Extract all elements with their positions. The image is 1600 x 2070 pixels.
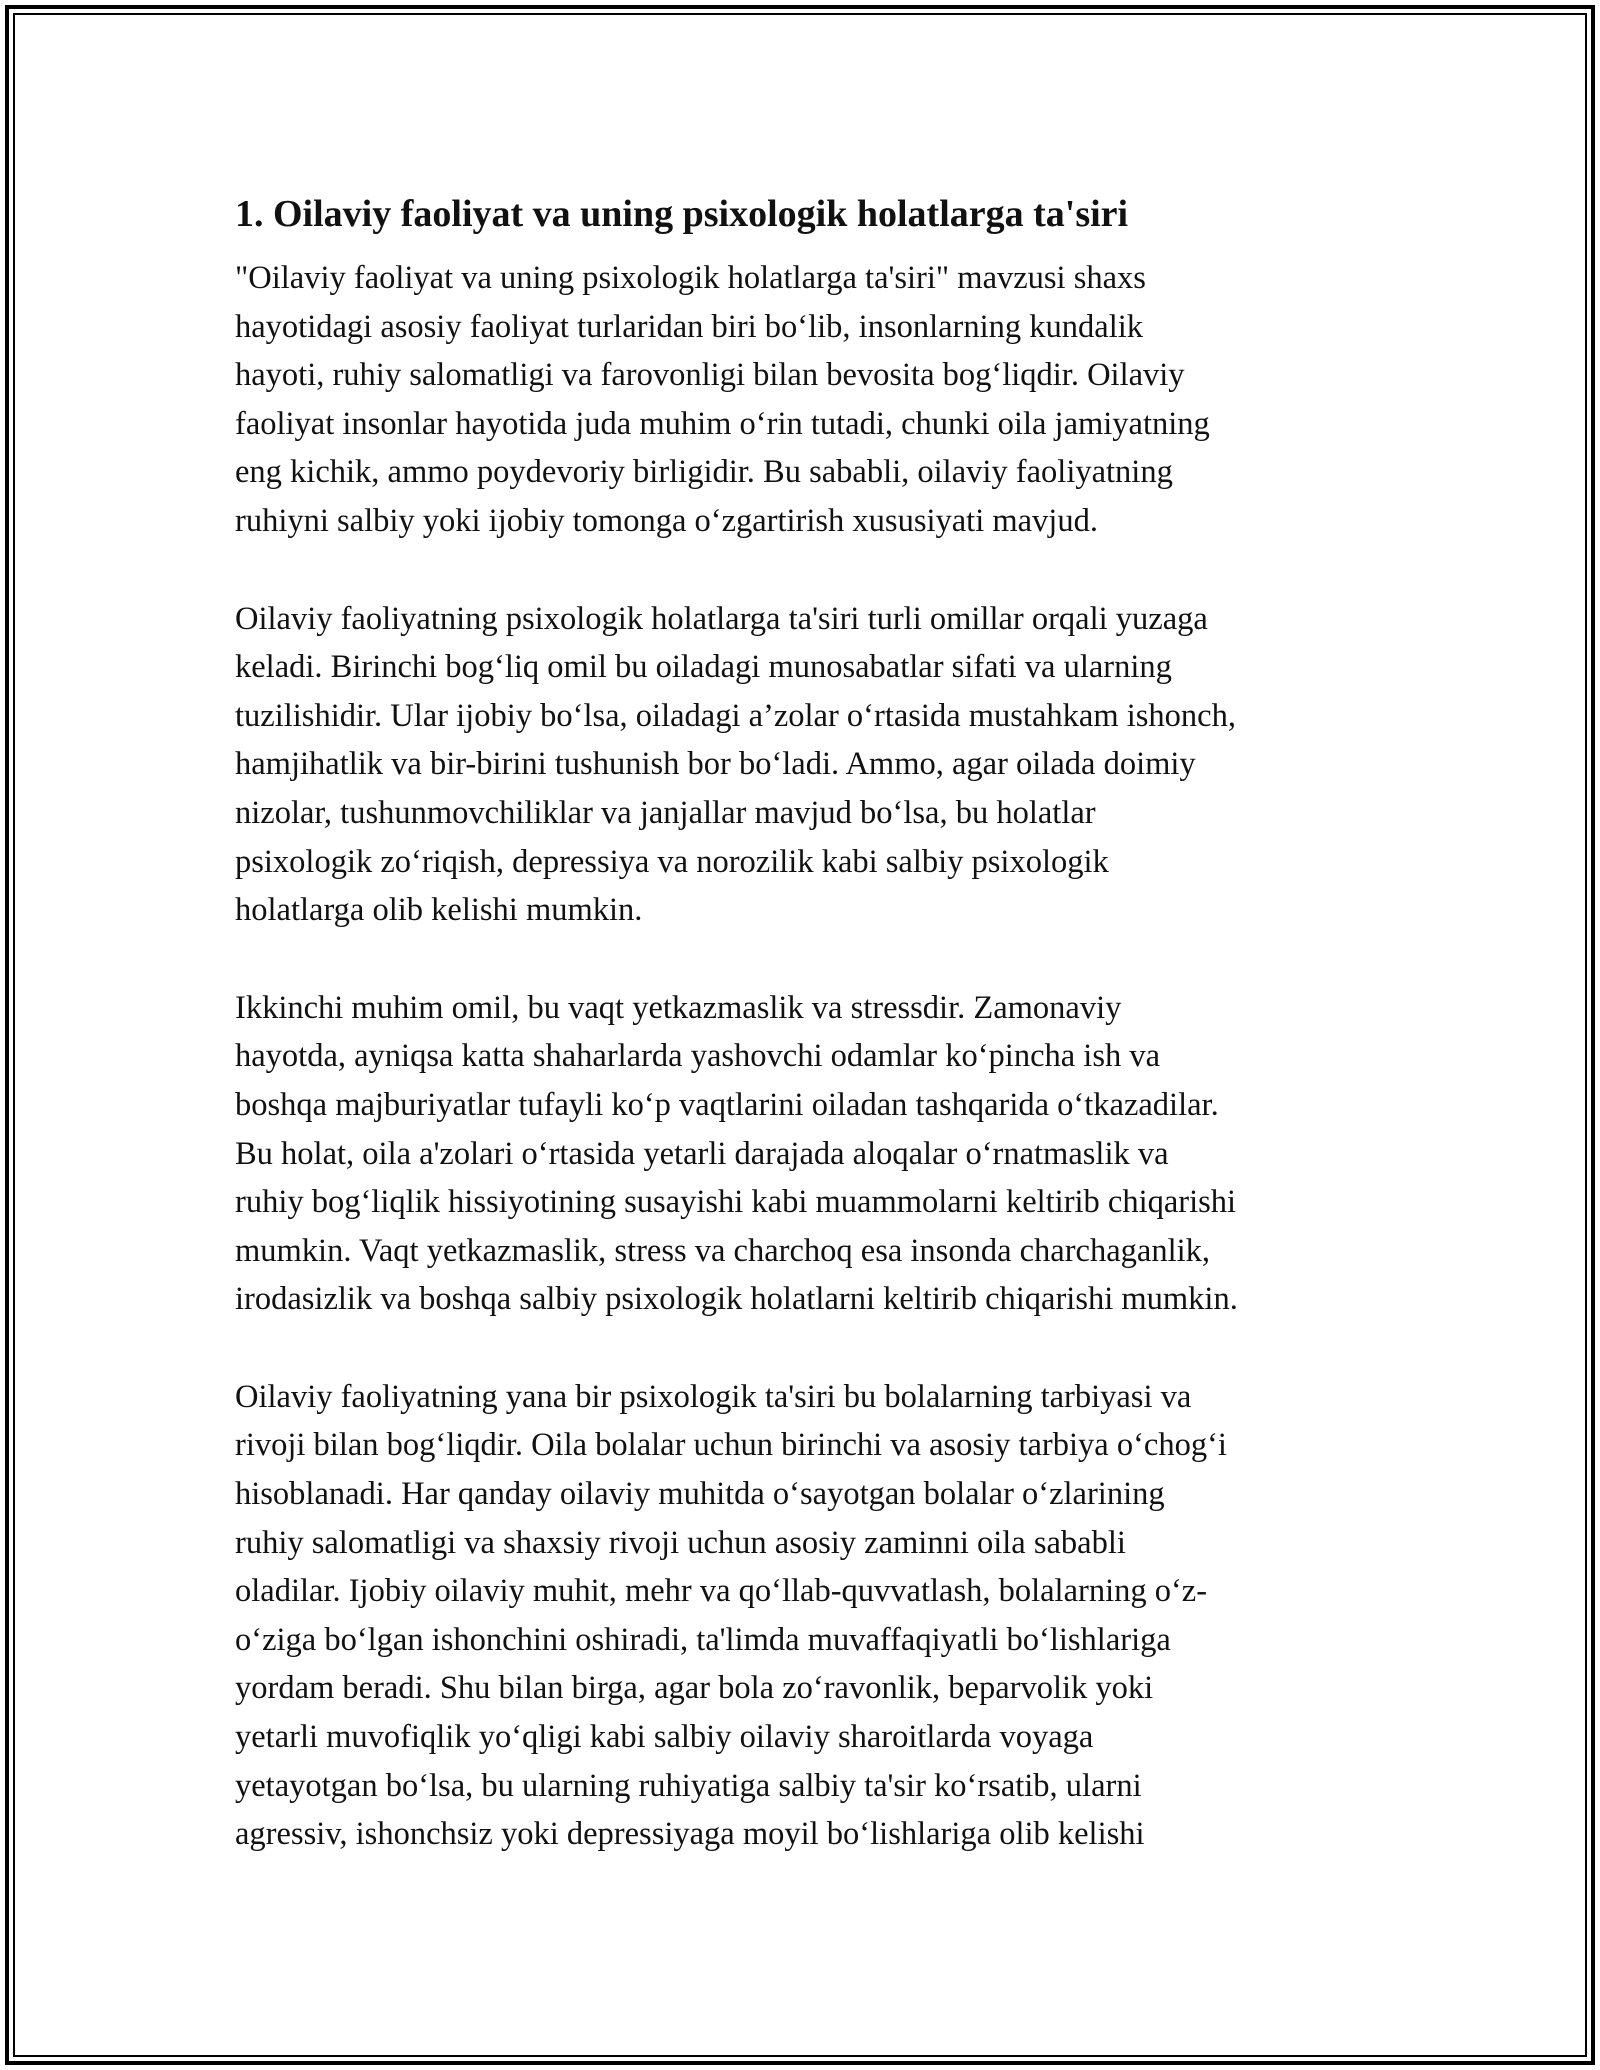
- text-line: yetarli muvofiqlik yo‘qligi kabi salbiy oilaviy sharoitlarda voyaga: [235, 1719, 1094, 1756]
- text-line: Bu holat, oila a'zolari o‘rtasida yetarli darajada aloqalar o‘rnatmaslik va: [235, 1135, 1169, 1172]
- text-line: oladilar. Ijobiy oilaviy muhit, mehr va qo‘llab-quvvatlash, bolalarning o‘z-: [235, 1573, 1208, 1610]
- text-line: o‘ziga bo‘lgan ishonchini oshiradi, ta'limda muvaffaqiyatli bo‘lishlariga: [235, 1621, 1171, 1658]
- paragraph-3: [235, 984, 1375, 1324]
- paragraph-4: [235, 1373, 1375, 1859]
- text-line: faoliyat insonlar hayotida juda muhim o‘rin tutadi, chunki oila jamiyatning: [235, 405, 1210, 442]
- section-heading: 1. Oilaviy faoliyat va uning psixologik holatlarga ta'siri: [235, 193, 1129, 235]
- text-line: "Oilaviy faoliyat va uning psixologik holatlarga ta'siri" mavzusi shaxs: [235, 260, 1146, 296]
- text-line: ruhiy salomatligi va shaxsiy rivoji uchun asosiy zaminni oila sababli: [235, 1524, 1126, 1561]
- text-line: mumkin. Vaqt yetkazmaslik, stress va charchoq esa insonda charchaganlik,: [235, 1232, 1211, 1269]
- text-line: Ikkinchi muhim omil, bu vaqt yetkazmaslik va stressdir. Zamonaviy: [235, 989, 1122, 1026]
- text-line: tuzilishidir. Ular ijobiy bo‘lsa, oiladagi a’zolar o‘rtasida mustahkam ishonch,: [235, 697, 1236, 734]
- text-line: irodasizlik va boshqa salbiy psixologik holatlarni keltirib chiqarishi mumkin.: [235, 1281, 1238, 1318]
- text-line: yetayotgan bo‘lsa, bu ularning ruhiyatiga salbiy ta'sir ko‘rsatib, ularni: [235, 1767, 1142, 1804]
- text-line: ruhiy bog‘liqlik hissiyotining susayishi kabi muammolarni keltirib chiqarishi: [235, 1184, 1237, 1221]
- text-line: ruhiyni salbiy yoki ijobiy tomonga o‘zgartirish xususiyati mavjud.: [235, 502, 1098, 539]
- text-line: agressiv, ishonchsiz yoki depressiyaga moyil bo‘lishlariga olib kelishi: [235, 1816, 1145, 1853]
- text-line: Oilaviy faoliyatning psixologik holatlarga ta'siri turli omillar orqali yuzaga: [235, 600, 1208, 637]
- text-line: boshqa majburiyatlar tufayli ko‘p vaqtlarini oiladan tashqarida o‘tkazadilar.: [235, 1086, 1219, 1123]
- paragraph-1: [235, 254, 1375, 546]
- text-line: hamjihatlik va bir-birini tushunish bor bo‘ladi. Ammo, agar oilada doimiy: [235, 746, 1196, 783]
- text-line: hisoblanadi. Har qanday oilaviy muhitda o‘sayotgan bolalar o‘zlarining: [235, 1476, 1165, 1513]
- text-line: yordam beradi. Shu bilan birga, agar bola zo‘ravonlik, beparvolik yoki: [235, 1670, 1154, 1707]
- text-line: keladi. Birinchi bog‘liq omil bu oiladagi munosabatlar sifati va ularning: [235, 649, 1172, 686]
- text-line: hayotda, ayniqsa katta shaharlarda yashovchi odamlar ko‘pincha ish va: [235, 1038, 1161, 1075]
- document-body: [235, 188, 1375, 1908]
- text-line: Oilaviy faoliyatning yana bir psixologik ta'siri bu bolalarning tarbiyasi va: [235, 1378, 1192, 1415]
- paragraph-2: [235, 595, 1375, 935]
- text-line: hayotidagi asosiy faoliyat turlaridan biri bo‘lib, insonlarning kundalik: [235, 308, 1144, 345]
- text-line: holatlarga olib kelishi mumkin.: [235, 892, 643, 929]
- text-line: psixologik zo‘riqish, depressiya va norozilik kabi salbiy psixologik: [235, 843, 1109, 880]
- text-line: nizolar, tushunmovchiliklar va janjallar mavjud bo‘lsa, bu holatlar: [235, 794, 1096, 831]
- text-line: hayoti, ruhiy salomatligi va farovonligi bilan bevosita bog‘liqdir. Oilaviy: [235, 357, 1185, 394]
- text-line: eng kichik, ammo poydevoriy birligidir. Bu sababli, oilaviy faoliyatning: [235, 454, 1173, 491]
- text-line: rivoji bilan bog‘liqdir. Oila bolalar uchun birinchi va asosiy tarbiya o‘chog‘i: [235, 1427, 1227, 1464]
